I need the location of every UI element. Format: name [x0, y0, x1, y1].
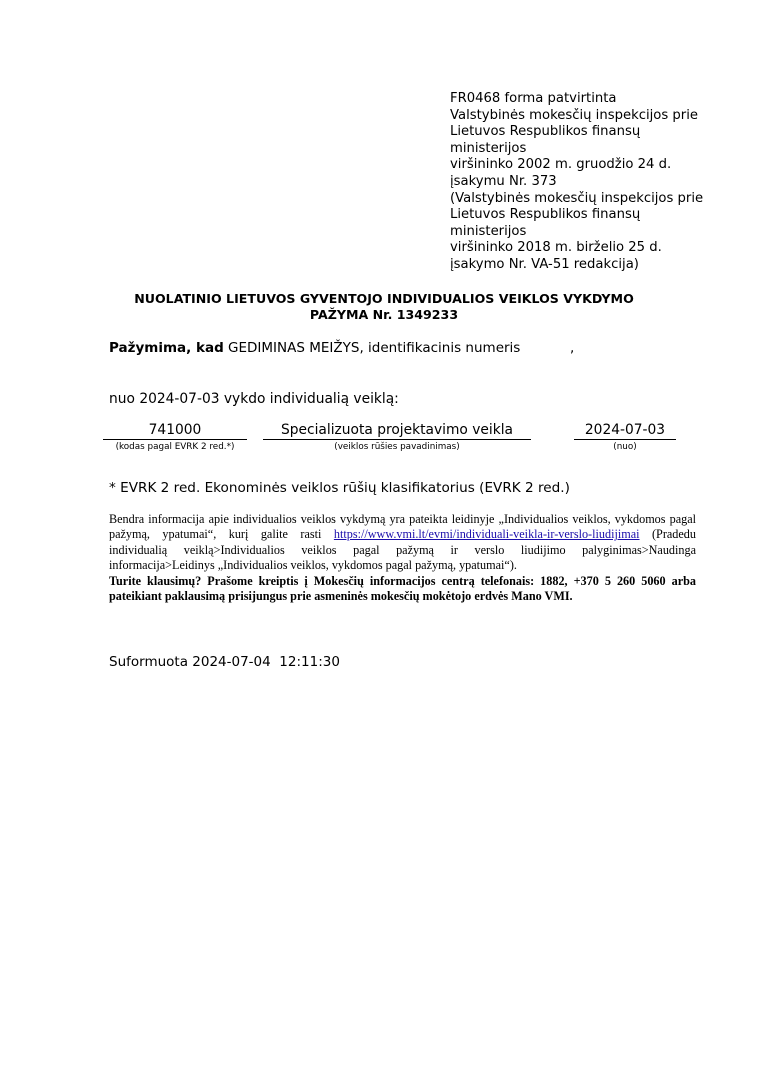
header-line: (Valstybinės mokesčių inspekcijos prie	[450, 190, 704, 206]
header-line: viršininko 2002 m. gruodžio 24 d.	[450, 157, 672, 173]
header-line: Valstybinės mokesčių inspekcijos prie	[450, 107, 698, 123]
id-comma: ,	[570, 340, 575, 356]
header-line: ministerijos	[450, 140, 527, 156]
document-title	[0, 291, 768, 323]
header-line: įsakymu Nr. 373	[450, 173, 557, 189]
footnote: * EVRK 2 red. Ekonominės veiklos rūšių klasifikatorius (EVRK 2 red.)	[109, 480, 570, 496]
activity-name-caption: (veiklos rūšies pavadinimas)	[334, 442, 460, 452]
header-line: ministerijos	[450, 223, 527, 239]
info-text-before: Bendra informacija apie individualios veiklos vykdymą yra pateikta leidinyje „Individualios veiklos, vykdomos pagal pažymą, ypatumai“, kurį galite rasti	[109, 512, 696, 542]
generated-timestamp: Suformuota 2024-07-04 12:11:30	[109, 654, 340, 670]
vmi-link[interactable]: https://www.vmi.lt/evmi/individuali-veikla-ir-verslo-liudijimai	[333, 527, 640, 542]
activity-code-caption: (kodas pagal EVRK 2 red.*)	[115, 442, 235, 452]
info-text-after: (Pradedu individualią veiklą>Individualios veiklos pagal pažymą ir verslo liudijimo palyginimas>Naudinga informacija>Leidinys „Individualios veiklos, vykdomos pagal pažymą, ypatumai“).	[109, 527, 696, 573]
approval-header	[450, 91, 750, 274]
activity-code: 741000	[103, 422, 247, 440]
activity-code-field	[103, 422, 247, 453]
activity-date: 2024-07-03	[574, 422, 676, 440]
title-line-1: NUOLATINIO LIETUVOS GYVENTOJO INDIVIDUALIOS VEIKLOS VYKDYMO	[134, 291, 634, 306]
contact-info: Turite klausimų? Prašome kreiptis į Mokesčių informacijos centrą telefonais: 1882, +370 5 260 5060 arba pateikiant paklausimą prisijungus prie asmeninės mokesčių mokėtojo erdvės Mano VMI.	[109, 573, 696, 604]
header-line: Lietuvos Respublikos finansų	[450, 207, 641, 223]
header-line: įsakymo Nr. VA-51 redakcija)	[450, 256, 639, 272]
activity-name-field	[263, 422, 531, 453]
header-line: Lietuvos Respublikos finansų	[450, 124, 641, 140]
info-paragraph	[109, 512, 696, 574]
certify-label: Pažymima, kad	[109, 340, 224, 356]
activity-name: Specializuota projektavimo veikla	[263, 422, 531, 440]
activity-start-text: nuo 2024-07-03 vykdo individualią veiklą:	[109, 391, 399, 407]
title-line-2: PAŽYMA Nr. 1349233	[309, 307, 459, 322]
header-line: viršininko 2018 m. birželio 25 d.	[450, 240, 662, 256]
certify-line	[109, 340, 575, 356]
header-line: FR0468 forma patvirtinta	[450, 91, 617, 106]
activity-date-field	[574, 422, 676, 453]
activity-date-caption: (nuo)	[613, 442, 637, 452]
person-name: GEDIMINAS MEIŽYS, identifikacinis numeris	[223, 340, 521, 356]
info-block	[109, 512, 696, 604]
